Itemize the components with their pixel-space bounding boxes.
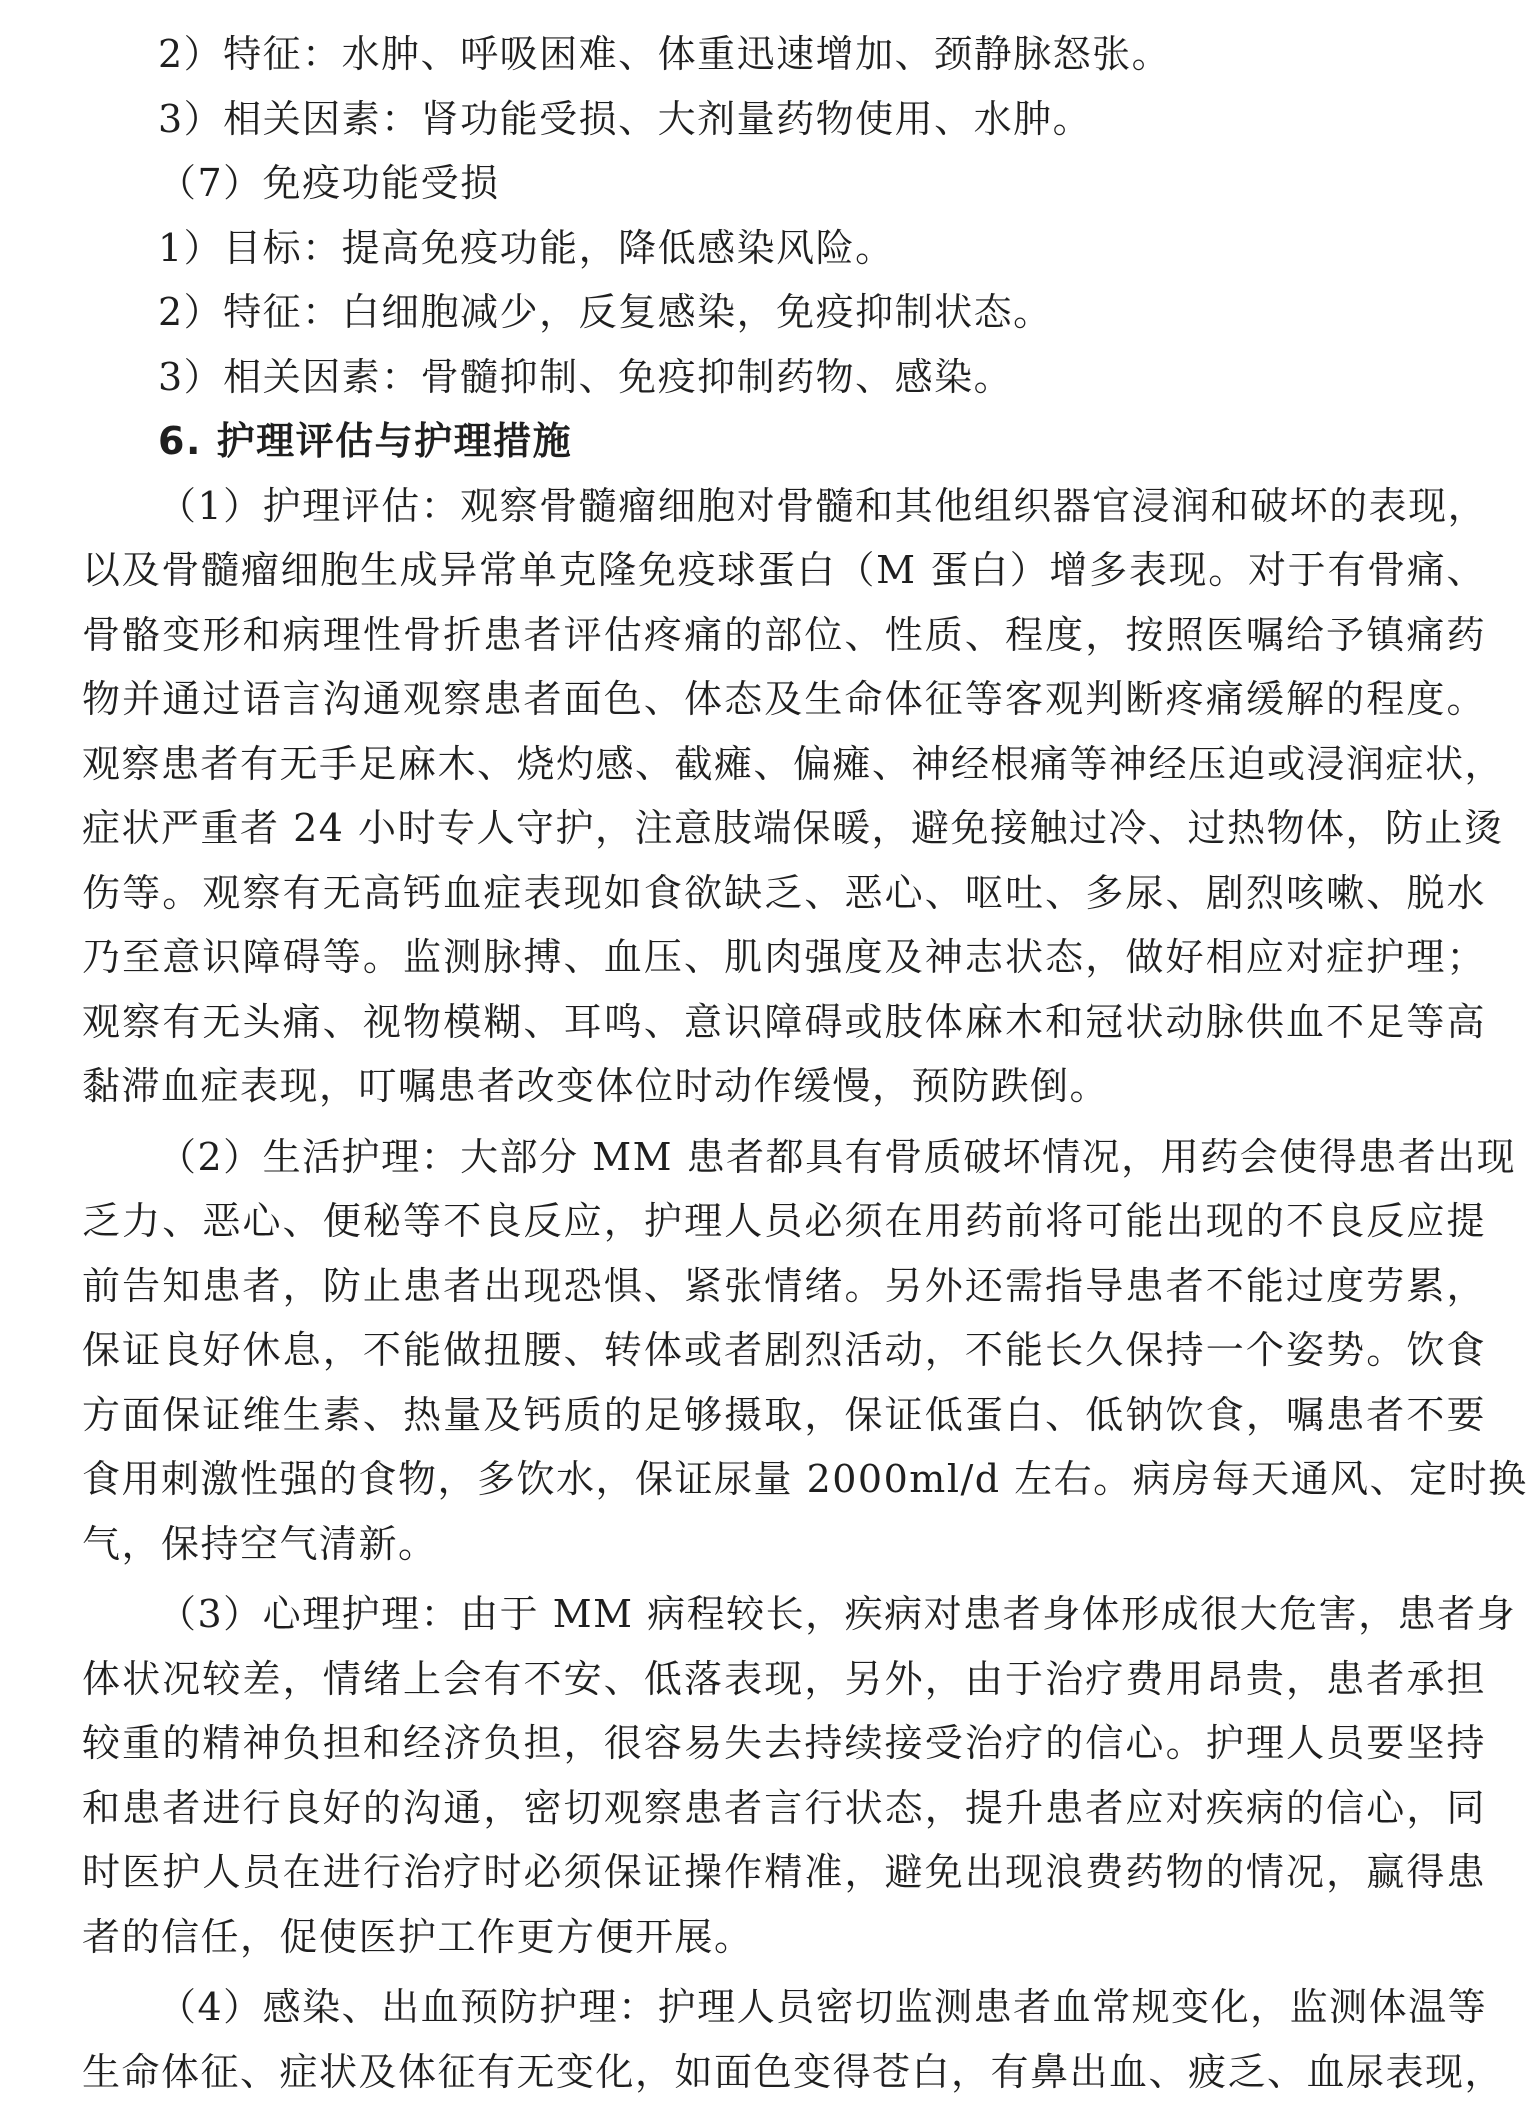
paragraph-line: 观察患者有无手足麻木、烧灼感、截瘫、偏瘫、神经根痛等神经压迫或浸润症状， <box>82 741 1505 786</box>
paragraph-line: 较重的精神负担和经济负担，很容易失去持续接受治疗的信心。护理人员要坚持 <box>82 1721 1486 1765</box>
text-line: 3）相关因素：肾功能受损、大剂量药物使用、水肿。 <box>158 96 1093 141</box>
paragraph-line: 以及骨髓瘤细胞生成异常单克隆免疫球蛋白（M 蛋白）增多表现。对于有骨痛、 <box>82 548 1486 592</box>
paragraph-line: 乃至意识障碍等。监测脉搏、血压、肌肉强度及神志状态，做好相应对症护理； <box>82 935 1486 979</box>
paragraph-line: 方面保证维生素、热量及钙质的足够摄取，保证低蛋白、低钠饮食，嘱患者不要 <box>82 1392 1486 1437</box>
text-line: 2）特征：白细胞减少，反复感染，免疫抑制状态。 <box>158 290 1053 334</box>
paragraph-line: （3）心理护理：由于 MM 病程较长，疾病对患者身体形成很大危害，患者身 <box>158 1592 1517 1636</box>
paragraph-line: 骨骼变形和病理性骨折患者评估疼痛的部位、性质、程度，按照医嘱给予镇痛药 <box>82 612 1486 657</box>
paragraph-line: （4）感染、出血预防护理：护理人员密切监测患者血常规变化，监测体温等 <box>158 1985 1488 2029</box>
paragraph-line: 保证良好休息，不能做扭腰、转体或者剧烈活动，不能长久保持一个姿势。饮食 <box>82 1328 1486 1372</box>
paragraph-line: 食用刺激性强的食物，多饮水，保证尿量 2000ml/d 左右。病房每天通风、定时换 <box>82 1457 1528 1501</box>
text-line: 3）相关因素：骨髓抑制、免疫抑制药物、感染。 <box>158 354 1014 399</box>
paragraph-line: 黏滞血症表现，叮嘱患者改变体位时动作缓慢，预防跌倒。 <box>82 1064 1110 1108</box>
paragraph-line: 乏力、恶心、便秘等不良反应，护理人员必须在用药前将可能出现的不良反应提 <box>82 1199 1486 1243</box>
paragraph-line: 生命体征、症状及体征有无变化，如面色变得苍白，有鼻出血、疲乏、血尿表现， <box>82 2049 1505 2094</box>
section-heading: 6. 护理评估与护理措施 <box>158 419 573 463</box>
paragraph-line: 者的信任，促使医护工作更方便开展。 <box>82 1914 754 1959</box>
paragraph-line: 症状严重者 24 小时专人守护，注意肢端保暖，避免接触过冷、过热物体，防止烫 <box>82 806 1504 850</box>
paragraph-line: 时医护人员在进行治疗时必须保证操作精准，避免出现浪费药物的情况，赢得患 <box>82 1850 1486 1894</box>
paragraph-line: 伤等。观察有无高钙血症表现如食欲缺乏、恶心、呕吐、多尿、剧烈咳嗽、脱水 <box>82 870 1486 915</box>
text-line: 2）特征：水肿、呼吸困难、体重迅速增加、颈静脉怒张。 <box>158 32 1172 76</box>
text-line: 1）目标：提高免疫功能，降低感染风险。 <box>158 225 895 270</box>
paragraph-line: 前告知患者，防止患者出现恐惧、紧张情绪。另外还需指导患者不能过度劳累， <box>82 1263 1486 1308</box>
paragraph-line: 气，保持空气清新。 <box>82 1521 438 1566</box>
paragraph-line: （2）生活护理：大部分 MM 患者都具有骨质破坏情况，用药会使得患者出现 <box>158 1134 1517 1179</box>
paragraph-line: 观察有无头痛、视物模糊、耳鸣、意识障碍或肢体麻木和冠状动脉供血不足等高 <box>82 999 1486 1044</box>
section-title: （7）免疫功能受损 <box>158 161 500 205</box>
paragraph-line: 体状况较差，情绪上会有不安、低落表现，另外，由于治疗费用昂贵，患者承担 <box>82 1656 1486 1701</box>
paragraph-line: 物并通过语言沟通观察患者面色、体态及生命体征等客观判断疼痛缓解的程度。 <box>82 677 1486 721</box>
paragraph-line: 和患者进行良好的沟通，密切观察患者言行状态，提升患者应对疾病的信心，同 <box>82 1785 1486 1830</box>
paragraph-line: （1）护理评估：观察骨髓瘤细胞对骨髓和其他组织器官浸润和破坏的表现， <box>158 483 1488 528</box>
